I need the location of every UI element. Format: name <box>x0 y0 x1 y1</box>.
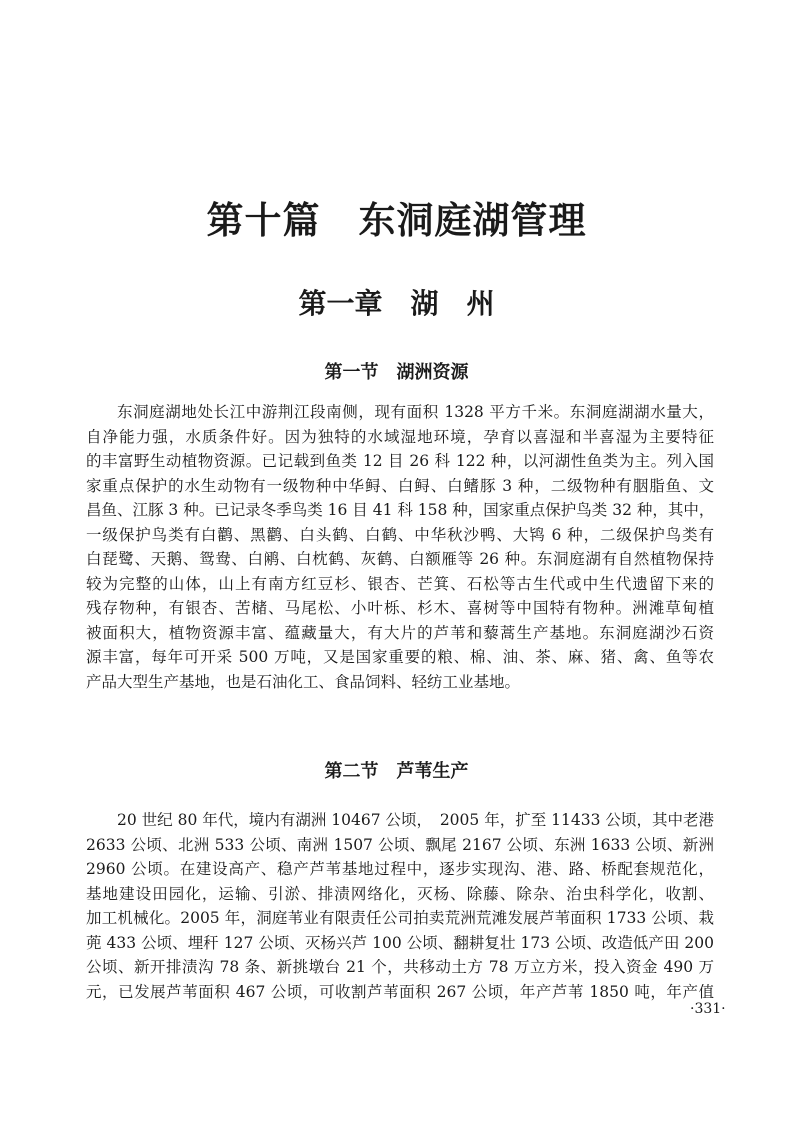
paragraph-line: 20 世纪 80 年代，境内有湖洲 10467 公顷， 2005 年，扩至 11433 公顷，其中老港 <box>117 811 714 829</box>
paragraph-line: 2960 公顷。在建设高产、稳产芦苇基地过程中，逐步实现沟、港、路、桥配套规范化， <box>86 860 714 878</box>
section-heading-1: 第一节 湖洲资源 <box>324 362 469 383</box>
paragraph-line: 的丰富野生动植物资源。已记载到鱼类 12 目 26 科 122 种，以河湖性鱼类为主。列入国 <box>86 452 714 470</box>
section-heading-2: 第二节 芦苇生产 <box>324 761 469 782</box>
paragraph-line: 基地建设田园化，运输、引淤、排渍网络化，灭杨、除藤、除杂、治虫科学化，收割、 <box>86 884 714 903</box>
paragraph-line: 昌鱼、江豚 3 种。已记录冬季鸟类 16 目 41 科 158 种，国家重点保护鸟类 32 种，其中， <box>86 501 714 519</box>
paragraph-line: 产品大型生产基地，也是石油化工、食品饲料、轻纺工业基地。 <box>86 672 521 691</box>
paragraph-line: 东洞庭湖地处长江中游荆江段南侧，现有面积 1328 平方千米。东洞庭湖湖水量大， <box>117 403 714 421</box>
page-number: ·331· <box>690 1001 726 1017</box>
paragraph-line: 一级保护鸟类有白鹳、黑鹳、白头鹤、白鹤、中华秋沙鸭、大鸨 6 种，二级保护鸟类有 <box>86 525 714 544</box>
section-1-paragraph <box>86 400 714 694</box>
paragraph-line: 自净能力强，水质条件好。因为独特的水域湿地环境，孕育以喜湿和半喜湿为主要特征 <box>86 427 714 446</box>
paragraph-line: 残存物种，有银杏、苦槠、马尾松、小叶栎、杉木、喜树等中国特有物种。洲滩草甸植 <box>86 599 714 617</box>
paragraph-line: 家重点保护的水生动物有一级物种中华鲟、白鲟、白鳍豚 3 种，二级物种有胭脂鱼、文 <box>86 476 714 495</box>
paragraph-line: 加工机械化。2005 年，洞庭苇业有限责任公司拍卖荒洲荒滩发展芦苇面积 1733 公顷、栽 <box>86 909 714 927</box>
chapter-title: 第一章 湖 州 <box>298 287 495 320</box>
paragraph-line: 白琵鹭、天鹅、鸳鸯、白鹇、白枕鹤、灰鹤、白额雁等 26 种。东洞庭湖有自然植物保持 <box>86 550 714 568</box>
paragraph-line: 2633 公顷、北洲 533 公顷、南洲 1507 公顷、飘尾 2167 公顷、东洲 1633 公顷、新洲 <box>86 835 714 854</box>
paragraph-line: 源丰富，每年可开采 500 万吨，又是国家重要的粮、棉、油、茶、麻、猪、禽、鱼等农 <box>86 648 714 666</box>
paragraph-line: 元，已发展芦苇面积 467 公顷，可收割芦苇面积 267 公顷，年产芦苇 1850 吨，年产值 <box>86 982 714 1001</box>
section-2-paragraph <box>86 808 714 1004</box>
paragraph-line: 公顷、新开排渍沟 78 条、新挑墩台 21 个，共移动土方 78 万立方米，投入资金 490 万 <box>86 958 714 976</box>
paragraph-line: 蔸 433 公顷、埋秆 127 公顷、灭杨兴芦 100 公顷、翻耕复壮 173 公顷、改造低产田 200 <box>86 933 714 952</box>
part-title: 第十篇 东洞庭湖管理 <box>206 198 587 242</box>
paragraph-line: 被面积大，植物资源丰富、蕴藏量大，有大片的芦苇和藜蒿生产基地。东洞庭湖沙石资 <box>86 623 714 642</box>
paragraph-line: 较为完整的山体，山上有南方红豆杉、银杏、芒箕、石松等古生代或中生代遗留下来的 <box>86 574 714 593</box>
